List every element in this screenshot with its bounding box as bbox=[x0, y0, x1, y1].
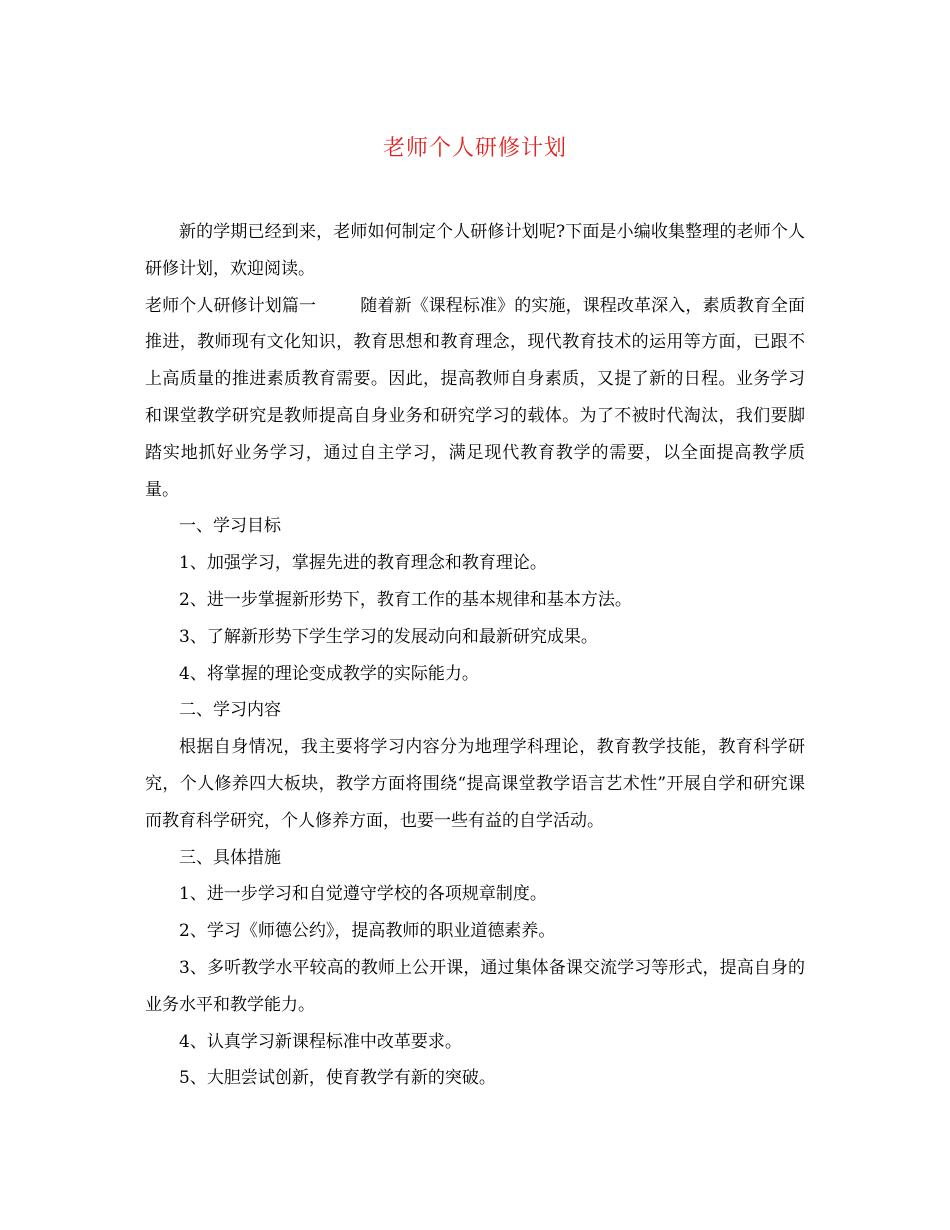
measure-item: 5、大胆尝试创新，使育教学有新的突破。 bbox=[179, 1068, 496, 1089]
measure-item: 1、进一步学习和自觉遵守学校的各项规章制度。 bbox=[179, 884, 547, 905]
goal-item: 1、加强学习，掌握先进的教育理念和教育理论。 bbox=[179, 553, 547, 574]
section-paragraph bbox=[145, 288, 805, 509]
document-title: 老师个人研修计划 bbox=[382, 136, 567, 161]
heading-content: 二、学习内容 bbox=[179, 700, 281, 721]
content-paragraph: 根据自身情况，我主要将学习内容分为地理学科理论，教育教学技能，教育科学研究，个人修养四大板块，教学方面将围绕“提高课堂教学语言艺术性”开展自学和研究课而教育科学研究，个人修养方面，也要一些有益的自学活动。 bbox=[145, 737, 805, 831]
measure-item: 2、学习《师德公约》，提高教师的职业道德素养。 bbox=[179, 921, 556, 942]
goal-item: 2、进一步掌握新形势下，教育工作的基本规律和基本方法。 bbox=[179, 589, 632, 610]
goal-item: 3、了解新形势下学生学习的发展动向和最新研究成果。 bbox=[179, 626, 598, 647]
document-body bbox=[145, 214, 805, 1097]
heading-measures: 三、具体措施 bbox=[179, 847, 281, 868]
measure-item: 3、多听教学水平较高的教师上公开课，通过集体备课交流学习等形式，提高自身的业务水平和教学能力。 bbox=[145, 957, 805, 1015]
section-text: 随着新《课程标准》的实施，课程改革深入，素质教育全面推进，教师现有文化知识，教育思想和教育理念，现代教育技术的运用等方面，已跟不上高质量的推进素质教育需要。因此，提高教师自身素质，又提了新的日程。业务学习和课堂教学研究是教师提高自身业务和研究学习的载体。为了不被时代淘汰，我们要脚踏实地抓好业务学习，通过自主学习，满足现代教育教学的需要，以全面提高教学质量。 bbox=[145, 295, 806, 500]
heading-goals: 一、学习目标 bbox=[179, 516, 281, 537]
intro-paragraph: 新的学期已经到来，老师如何制定个人研修计划呢?下面是小编收集整理的老师个人研修计划，欢迎阅读。 bbox=[145, 222, 805, 279]
measure-item: 4、认真学习新课程标准中改革要求。 bbox=[179, 1031, 462, 1052]
section-label: 老师个人研修计划篇一 bbox=[145, 295, 317, 316]
goal-item: 4、将掌握的理论变成教学的实际能力。 bbox=[179, 663, 479, 684]
